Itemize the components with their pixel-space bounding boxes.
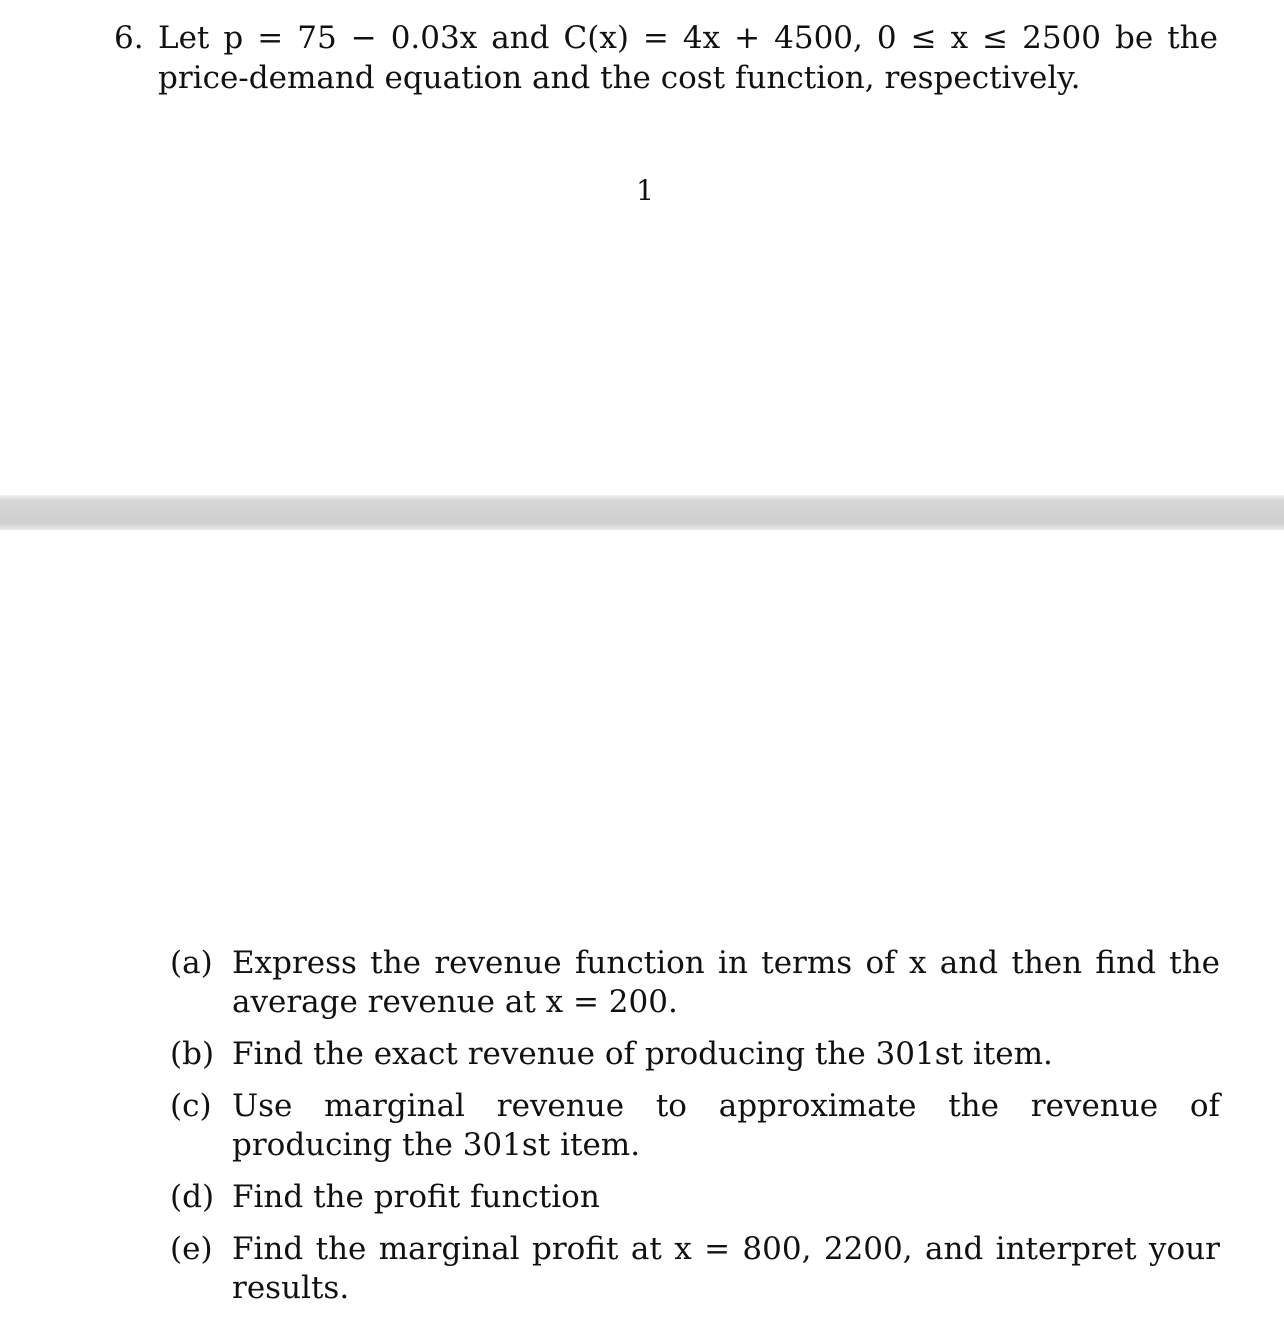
question-part-c	[170, 1087, 1220, 1165]
part-text: Use marginal revenue to approximate the revenue of producing the 301st item.	[232, 1088, 1220, 1163]
part-label: (b)	[170, 1036, 215, 1072]
problem-statement	[114, 18, 1218, 98]
question-part-b	[170, 1035, 1220, 1074]
part-label: (e)	[170, 1231, 213, 1267]
question-part-d	[170, 1178, 1220, 1217]
question-parts	[170, 944, 1220, 1321]
part-text: Find the profit function	[232, 1179, 600, 1215]
part-label: (a)	[170, 945, 213, 981]
question-part-e	[170, 1230, 1220, 1308]
part-text: Find the marginal profit at x = 800, 2200, and interpret your results.	[232, 1231, 1220, 1306]
page-separator	[0, 495, 1284, 530]
problem-number: 6.	[114, 20, 144, 56]
problem-text: Let p = 75 − 0.03x and C(x) = 4x + 4500, 0 ≤ x ≤ 2500 be the price-demand equation and the cost function, respectively.	[158, 20, 1218, 96]
part-label: (d)	[170, 1179, 215, 1215]
part-text: Express the revenue function in terms of x and then find the average revenue at x = 200.	[232, 945, 1220, 1020]
page-number: 1	[636, 174, 654, 207]
page-top	[0, 0, 1284, 495]
part-label: (c)	[170, 1088, 212, 1124]
question-part-a	[170, 944, 1220, 1022]
part-text: Find the exact revenue of producing the 301st item.	[232, 1036, 1053, 1072]
